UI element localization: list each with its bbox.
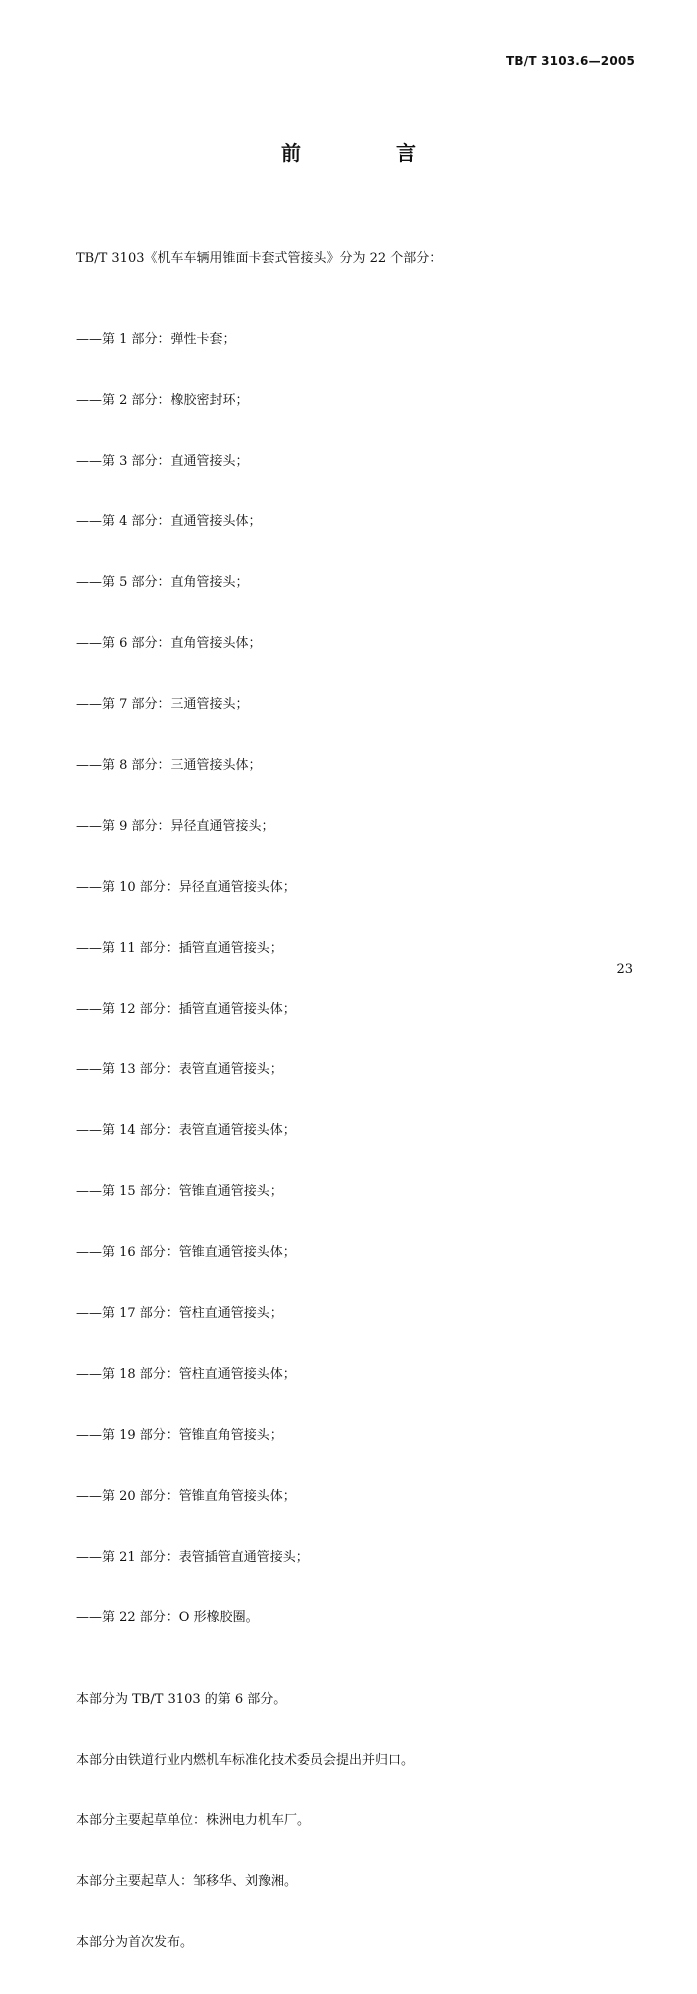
part-list-item: ——第 18 部分：管柱直通管接头体； (76, 1366, 296, 1382)
intro-paragraph: TB/T 3103《机车车辆用锥面卡套式管接头》分为 22 个部分： (76, 250, 443, 266)
part-list-item: ——第 20 部分：管锥直角管接头体； (76, 1488, 296, 1504)
part-list-item: ——第 3 部分：直通管接头； (76, 453, 249, 469)
part-list-item: ——第 6 部分：直角管接头体； (76, 636, 262, 652)
statement-first-release: 本部分为首次发布。 (76, 1935, 194, 1951)
part-list-item: ——第 19 部分：管锥直角管接头； (76, 1427, 283, 1443)
part-list-item: ——第 4 部分：直通管接头体； (76, 514, 262, 530)
statement-drafting-unit: 本部分主要起草单位：株洲电力机车厂。 (76, 1813, 311, 1829)
part-list-item: ——第 9 部分：异径直通管接头； (76, 818, 275, 834)
part-list-item: ——第 21 部分：表管插管直通管接头； (76, 1549, 309, 1565)
part-list-item: ——第 22 部分：O 形橡胶圈。 (76, 1610, 259, 1626)
preface-body (76, 208, 636, 1994)
page-title: 前 言 (281, 141, 460, 165)
part-list-item: ——第 12 部分：插管直通管接头体； (76, 1001, 296, 1017)
part-list-item: ——第 7 部分：三通管接头； (76, 697, 249, 713)
part-list-item: ——第 16 部分：管锥直通管接头体； (76, 1245, 296, 1261)
part-list-item: ——第 14 部分：表管直通管接头体； (76, 1123, 296, 1139)
part-list-item: ——第 8 部分：三通管接头体； (76, 758, 262, 774)
statement-drafters: 本部分主要起草人：邹移华、刘豫湘。 (76, 1874, 298, 1890)
part-list-item: ——第 13 部分：表管直通管接头； (76, 1062, 283, 1078)
statement-proposer: 本部分由铁道行业内燃机车标准化技术委员会提出并归口。 (76, 1752, 415, 1768)
part-list-item: ——第 11 部分：插管直通管接头； (76, 940, 283, 956)
part-list-item: ——第 5 部分：直角管接头； (76, 575, 249, 591)
part-list-item: ——第 10 部分：异径直通管接头体； (76, 879, 296, 895)
page-number: 23 (616, 962, 633, 977)
standard-code-header: TB/T 3103.6—2005 (506, 54, 635, 68)
part-list-item: ——第 17 部分：管柱直通管接头； (76, 1306, 283, 1322)
part-list-item: ——第 1 部分：弹性卡套； (76, 331, 236, 347)
part-list-item: ——第 2 部分：橡胶密封环； (76, 392, 249, 408)
statement-part-number: 本部分为 TB/T 3103 的第 6 部分。 (76, 1691, 287, 1707)
part-list-item: ——第 15 部分：管锥直通管接头； (76, 1184, 283, 1200)
